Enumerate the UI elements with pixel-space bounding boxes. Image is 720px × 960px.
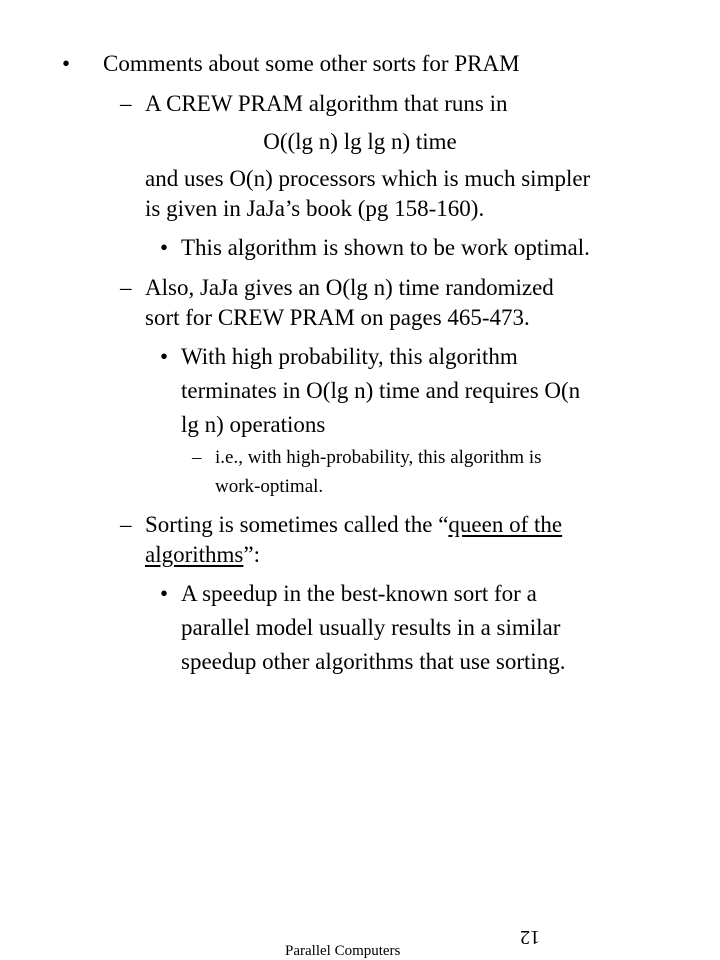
bullet-text-processors: and uses O(n) processors which is much simpler xyxy=(145,166,591,191)
bullet-text-speedup-cont: parallel model usually results in a similar xyxy=(181,615,561,640)
complexity-line: O((lg n) lg lg n) time xyxy=(263,129,457,154)
bullet-text-high-probability: With high probability, this algorithm xyxy=(181,344,518,369)
bullet-text-comments: Comments about some other sorts for PRAM xyxy=(103,51,520,76)
queen-prefix: Sorting is sometimes called the “ xyxy=(145,512,449,537)
queen-underlined: queen of the xyxy=(448,512,563,537)
dash-marker: – xyxy=(120,512,132,537)
bullet-text-queen-cont xyxy=(145,540,260,570)
bullet-marker: • xyxy=(62,51,71,76)
page-number: 12 xyxy=(520,926,540,948)
algorithms-underlined: algorithms xyxy=(145,542,244,567)
bullet-marker: • xyxy=(160,344,169,369)
dash-marker: – xyxy=(120,275,132,300)
footer-title: Parallel Computers xyxy=(285,943,401,959)
bullet-marker: • xyxy=(160,235,169,260)
bullet-text-randomized: Also, JaJa gives an O(lg n) time randomized xyxy=(145,275,554,300)
bullet-text-jaja-book: is given in JaJa’s book (pg 158-160). xyxy=(145,196,485,221)
bullet-text-speedup: A speedup in the best-known sort for a xyxy=(181,581,537,606)
bullet-text-ie-cont: work-optimal. xyxy=(215,476,324,497)
bullet-text-ie: i.e., with high-probability, this algorithm is xyxy=(215,447,542,468)
bullet-marker: • xyxy=(160,581,169,606)
bullet-text-speedup-end: speedup other algorithms that use sorting. xyxy=(181,649,566,674)
bullet-text-queen xyxy=(145,510,562,540)
bullet-text-randomized-cont: sort for CREW PRAM on pages 465-473. xyxy=(145,305,530,330)
dash-marker: – xyxy=(120,91,132,116)
bullet-text-crew-algorithm: A CREW PRAM algorithm that runs in xyxy=(145,91,508,116)
bullet-text-high-probability-cont: terminates in O(lg n) time and requires O(n xyxy=(181,378,581,403)
bullet-text-high-probability-end: lg n) operations xyxy=(181,412,326,437)
bullet-text-work-optimal: This algorithm is shown to be work optimal. xyxy=(181,235,590,260)
dash-marker: – xyxy=(192,447,202,468)
queen-suffix: ”: xyxy=(243,542,260,567)
